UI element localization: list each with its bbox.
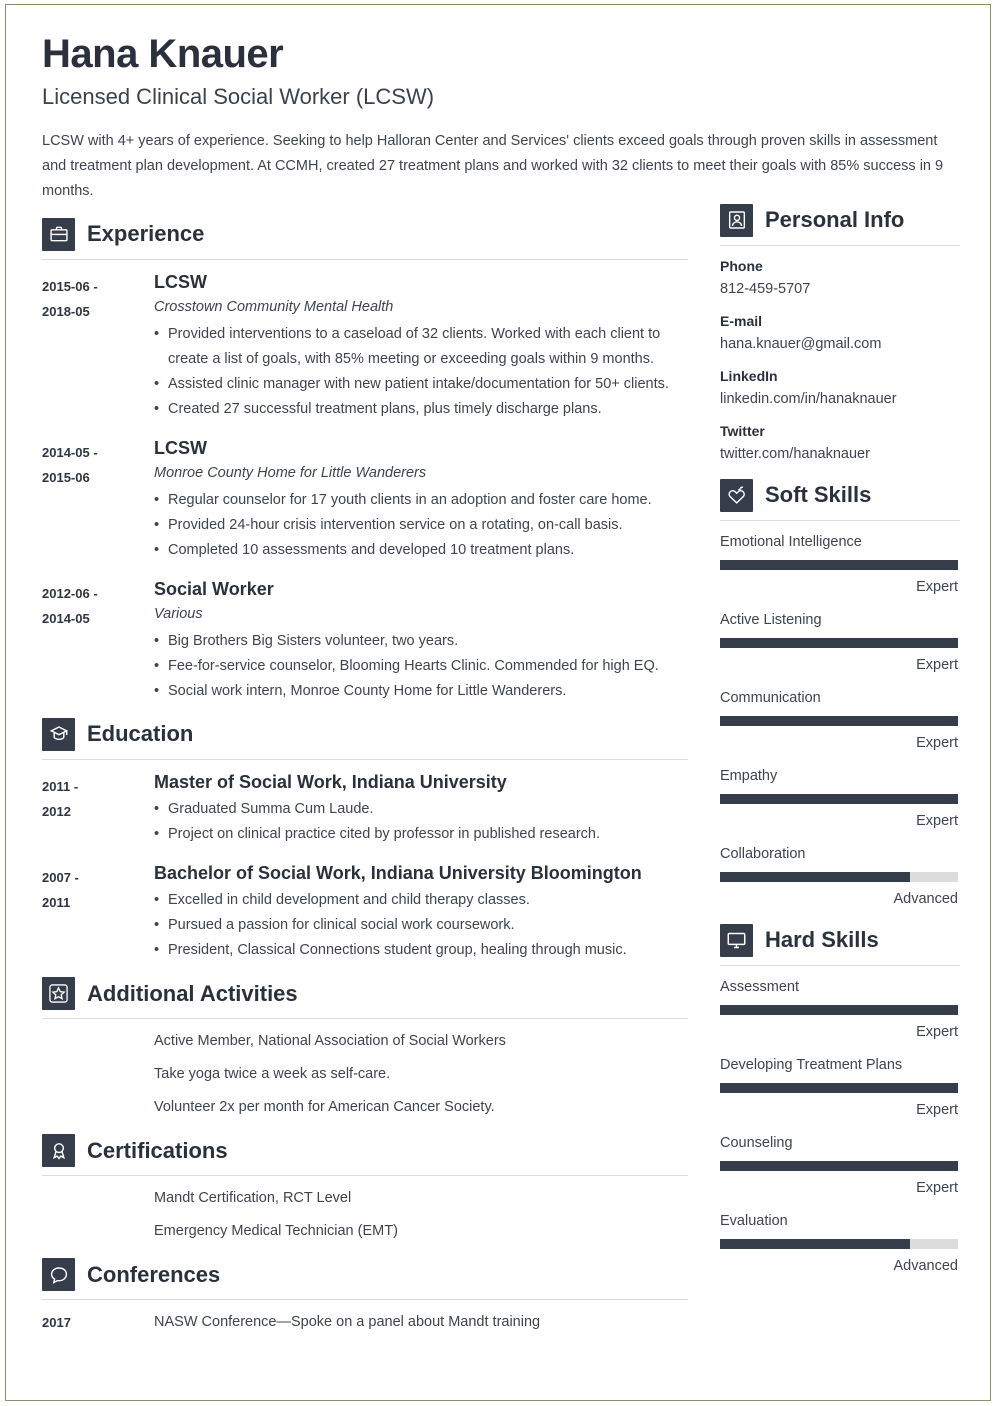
- section-experience: [42, 218, 688, 704]
- date-from: 2012-06 -: [42, 585, 98, 601]
- education-entry: [42, 770, 688, 847]
- date-from: 2011 -: [42, 778, 79, 794]
- date-to: 2012: [42, 803, 71, 819]
- entry-bullet-list: [154, 797, 688, 847]
- skill-item: [720, 687, 960, 754]
- entry-role: LCSW: [154, 271, 207, 292]
- bullet-item: • Created 27 successful treatment plans, plus timely discharge plans.: [154, 397, 688, 422]
- skill-bar-fill: [720, 1083, 958, 1093]
- section-title-certifications: Certifications: [87, 1137, 228, 1163]
- section-title-experience: Experience: [87, 220, 205, 246]
- skill-level: Advanced: [893, 1257, 958, 1274]
- skill-bar-fill: [720, 716, 958, 726]
- hard-skills-list: [720, 966, 960, 1277]
- certification-text: Mandt Certification, RCT Level: [154, 1190, 352, 1207]
- info-value-email[interactable]: hana.knauer@gmail.com: [720, 335, 882, 352]
- section-title-hard-skills: Hard Skills: [765, 926, 879, 952]
- candidate-job-title: Licensed Clinical Social Worker (LCSW): [42, 84, 435, 109]
- skill-bar-fill: [720, 638, 958, 648]
- entry-content: [154, 270, 688, 422]
- skill-bar-track: [720, 1005, 958, 1015]
- section-certifications: [42, 1134, 688, 1244]
- skill-bar-track: [720, 716, 958, 726]
- section-header-activities: [42, 977, 688, 1015]
- skill-item: [720, 609, 960, 676]
- entry-date-range: [42, 861, 154, 963]
- resume-columns: [10, 204, 986, 1338]
- conferences-list: [42, 1300, 688, 1335]
- skill-level: Expert: [916, 1023, 958, 1040]
- info-label: Twitter: [720, 422, 765, 439]
- section-additional-activities: [42, 977, 688, 1120]
- info-label: E-mail: [720, 312, 763, 329]
- certification-item: [42, 1219, 688, 1244]
- date-from: 2015-06 -: [42, 278, 98, 294]
- entry-organization: Various: [154, 605, 203, 622]
- certification-date: [42, 1186, 154, 1211]
- skill-level: Advanced: [893, 890, 958, 907]
- skill-bar-fill: [720, 1005, 958, 1015]
- bullet-item: • Excelled in child development and child therapy classes.: [154, 888, 688, 913]
- experience-entry: [42, 577, 688, 704]
- skill-name: Counseling: [720, 1134, 793, 1151]
- experience-entry: [42, 436, 688, 563]
- bullet-item: • Big Brothers Big Sisters volunteer, two years.: [154, 629, 688, 654]
- section-conferences: [42, 1258, 688, 1335]
- section-education: [42, 718, 688, 964]
- entry-date-range: [42, 436, 154, 563]
- entry-organization: Crosstown Community Mental Health: [154, 298, 394, 315]
- bullet-item: • Social work intern, Monroe County Home for Little Wanderers.: [154, 679, 688, 704]
- bullet-item: • Completed 10 assessments and developed 10 treatment plans.: [154, 538, 688, 563]
- experience-entry: [42, 270, 688, 422]
- skill-item: [720, 1210, 960, 1277]
- section-header-experience: [42, 218, 688, 256]
- info-value-twitter[interactable]: twitter.com/hanaknauer: [720, 445, 870, 462]
- section-title-activities: Additional Activities: [87, 980, 298, 1006]
- sidebar-column: [720, 204, 960, 1279]
- date-to: 2015-06: [42, 469, 90, 485]
- skill-bar-track: [720, 560, 958, 570]
- briefcase-icon: [42, 218, 75, 251]
- section-header-conferences: [42, 1258, 688, 1296]
- activity-text: Take yoga twice a week as self-care.: [154, 1066, 391, 1083]
- entry-bullet-list: [154, 322, 688, 422]
- skill-item: [720, 843, 960, 910]
- skill-name: Collaboration: [720, 845, 806, 862]
- skill-item: [720, 1054, 960, 1121]
- skill-bar-fill: [720, 560, 958, 570]
- skill-level: Expert: [916, 734, 958, 751]
- activity-text: Active Member, National Association of Social Workers: [154, 1033, 506, 1050]
- activity-date: [42, 1062, 154, 1087]
- activity-date: [42, 1029, 154, 1054]
- main-column: [42, 204, 688, 1338]
- bullet-item: • Regular counselor for 17 youth clients in an adoption and foster care home.: [154, 488, 688, 513]
- skill-bar-fill: [720, 794, 958, 804]
- resume-header: [10, 9, 986, 204]
- entry-content: [154, 770, 688, 847]
- skill-item: [720, 976, 960, 1043]
- bullet-item: • Provided interventions to a caseload of 32 clients. Worked with each client to create a list of goals, with 85% meeting or exceeding goals within 9 months.: [154, 322, 688, 372]
- bullet-item: • Project on clinical practice cited by professor in published research.: [154, 822, 688, 847]
- activities-list: [42, 1019, 688, 1120]
- entry-degree: Master of Social Work, Indiana University: [154, 771, 507, 792]
- entry-date-range: [42, 270, 154, 422]
- section-header-education: [42, 718, 688, 756]
- skill-level: Expert: [916, 1179, 958, 1196]
- info-group-linkedin: [720, 366, 960, 410]
- skill-level: Expert: [916, 656, 958, 673]
- bullet-item: • Fee-for-service counselor, Blooming Hearts Clinic. Commended for high EQ.: [154, 654, 688, 679]
- monitor-icon: [720, 924, 753, 957]
- skill-bar-track: [720, 794, 958, 804]
- soft-skills-list: [720, 521, 960, 910]
- section-header-hard-skills: [720, 924, 960, 962]
- skill-bar-fill: [720, 1239, 910, 1249]
- skill-bar-track: [720, 872, 958, 882]
- skill-item: [720, 1132, 960, 1199]
- entry-content: [154, 861, 688, 963]
- experience-entries: [42, 260, 688, 704]
- certification-date: [42, 1219, 154, 1244]
- date-to: 2018-05: [42, 303, 90, 319]
- date-from: 2014-05 -: [42, 444, 98, 460]
- bullet-item: • Provided 24-hour crisis intervention service on a rotating, on-call basis.: [154, 513, 688, 538]
- entry-content: [154, 577, 688, 704]
- activity-item: [42, 1062, 688, 1087]
- info-value-phone[interactable]: 812-459-5707: [720, 280, 811, 297]
- section-title-education: Education: [87, 721, 194, 747]
- entry-degree: Bachelor of Social Work, Indiana University Bloomington: [154, 862, 642, 883]
- entry-date-range: [42, 577, 154, 704]
- bullet-item: • President, Classical Connections student group, healing through music.: [154, 938, 688, 963]
- info-value-linkedin[interactable]: linkedin.com/in/hanaknauer: [720, 390, 897, 407]
- info-label: LinkedIn: [720, 367, 778, 384]
- section-header-personal-info: [720, 204, 960, 242]
- skill-name: Emotional Intelligence: [720, 533, 862, 550]
- entry-bullet-list: [154, 488, 688, 563]
- entry-date-range: [42, 770, 154, 847]
- section-title-conferences: Conferences: [87, 1261, 221, 1287]
- bullet-item: • Graduated Summa Cum Laude.: [154, 797, 688, 822]
- award-ribbon-icon: [42, 1134, 75, 1167]
- conference-year: 2017: [42, 1315, 71, 1331]
- skill-bar-track: [720, 1161, 958, 1171]
- skill-bar-fill: [720, 872, 910, 882]
- section-soft-skills: [720, 479, 960, 910]
- skill-level: Expert: [916, 578, 958, 595]
- activity-item: [42, 1029, 688, 1054]
- person-badge-icon: [720, 204, 753, 237]
- info-group-phone: [720, 256, 960, 300]
- personal-info-list: [720, 246, 960, 465]
- skill-item: [720, 765, 960, 832]
- heart-hand-icon: [720, 479, 753, 512]
- skill-bar-track: [720, 1239, 958, 1249]
- skill-name: Evaluation: [720, 1212, 788, 1229]
- skill-name: Assessment: [720, 978, 799, 995]
- info-group-email: [720, 311, 960, 355]
- activity-item: [42, 1095, 688, 1120]
- section-title-personal-info: Personal Info: [765, 206, 905, 232]
- education-entries: [42, 760, 688, 964]
- section-personal-info: [720, 204, 960, 465]
- entry-bullet-list: [154, 888, 688, 963]
- skill-bar-track: [720, 638, 958, 648]
- skill-bar-fill: [720, 1161, 958, 1171]
- date-from: 2007 -: [42, 869, 79, 885]
- conference-item: [42, 1310, 688, 1335]
- section-title-soft-skills: Soft Skills: [765, 481, 872, 507]
- conference-text: NASW Conference—Spoke on a panel about Mandt training: [154, 1314, 541, 1331]
- section-header-certifications: [42, 1134, 688, 1172]
- entry-content: [154, 436, 688, 563]
- education-entry: [42, 861, 688, 963]
- certification-text: Emergency Medical Technician (EMT): [154, 1223, 398, 1240]
- skill-level: Expert: [916, 812, 958, 829]
- skill-bar-track: [720, 1083, 958, 1093]
- activity-date: [42, 1095, 154, 1120]
- candidate-name: Hana Knauer: [42, 32, 284, 76]
- section-hard-skills: [720, 924, 960, 1277]
- skill-name: Empathy: [720, 767, 778, 784]
- bullet-item: • Assisted clinic manager with new patient intake/documentation for 50+ clients.: [154, 372, 688, 397]
- speech-bubble-icon: [42, 1258, 75, 1291]
- entry-bullet-list: [154, 629, 688, 704]
- entry-organization: Monroe County Home for Little Wanderers: [154, 464, 427, 481]
- resume-summary: LCSW with 4+ years of experience. Seeking to help Halloran Center and Services' clients exceed goals through proven skills in assessment and treatment plan development. At CCMH, created 27 treatment plans and worked with 32 clients to meet their goals with 85% success in 9 months.: [42, 132, 944, 199]
- skill-name: Developing Treatment Plans: [720, 1056, 903, 1073]
- entry-role: LCSW: [154, 437, 207, 458]
- date-to: 2011: [42, 894, 71, 910]
- skill-item: [720, 531, 960, 598]
- entry-role: Social Worker: [154, 578, 274, 599]
- skill-name: Active Listening: [720, 611, 822, 628]
- section-header-soft-skills: [720, 479, 960, 517]
- certification-item: [42, 1186, 688, 1211]
- activity-text: Volunteer 2x per month for American Cancer Society.: [154, 1099, 495, 1116]
- date-to: 2014-05: [42, 610, 90, 626]
- certifications-list: [42, 1176, 688, 1244]
- resume-document: [10, 9, 986, 1396]
- skill-level: Expert: [916, 1101, 958, 1118]
- bullet-item: • Pursued a passion for clinical social work coursework.: [154, 913, 688, 938]
- star-icon: [42, 977, 75, 1010]
- info-group-twitter: [720, 421, 960, 465]
- skill-name: Communication: [720, 689, 821, 706]
- graduation-cap-icon: [42, 718, 75, 751]
- info-label: Phone: [720, 257, 763, 274]
